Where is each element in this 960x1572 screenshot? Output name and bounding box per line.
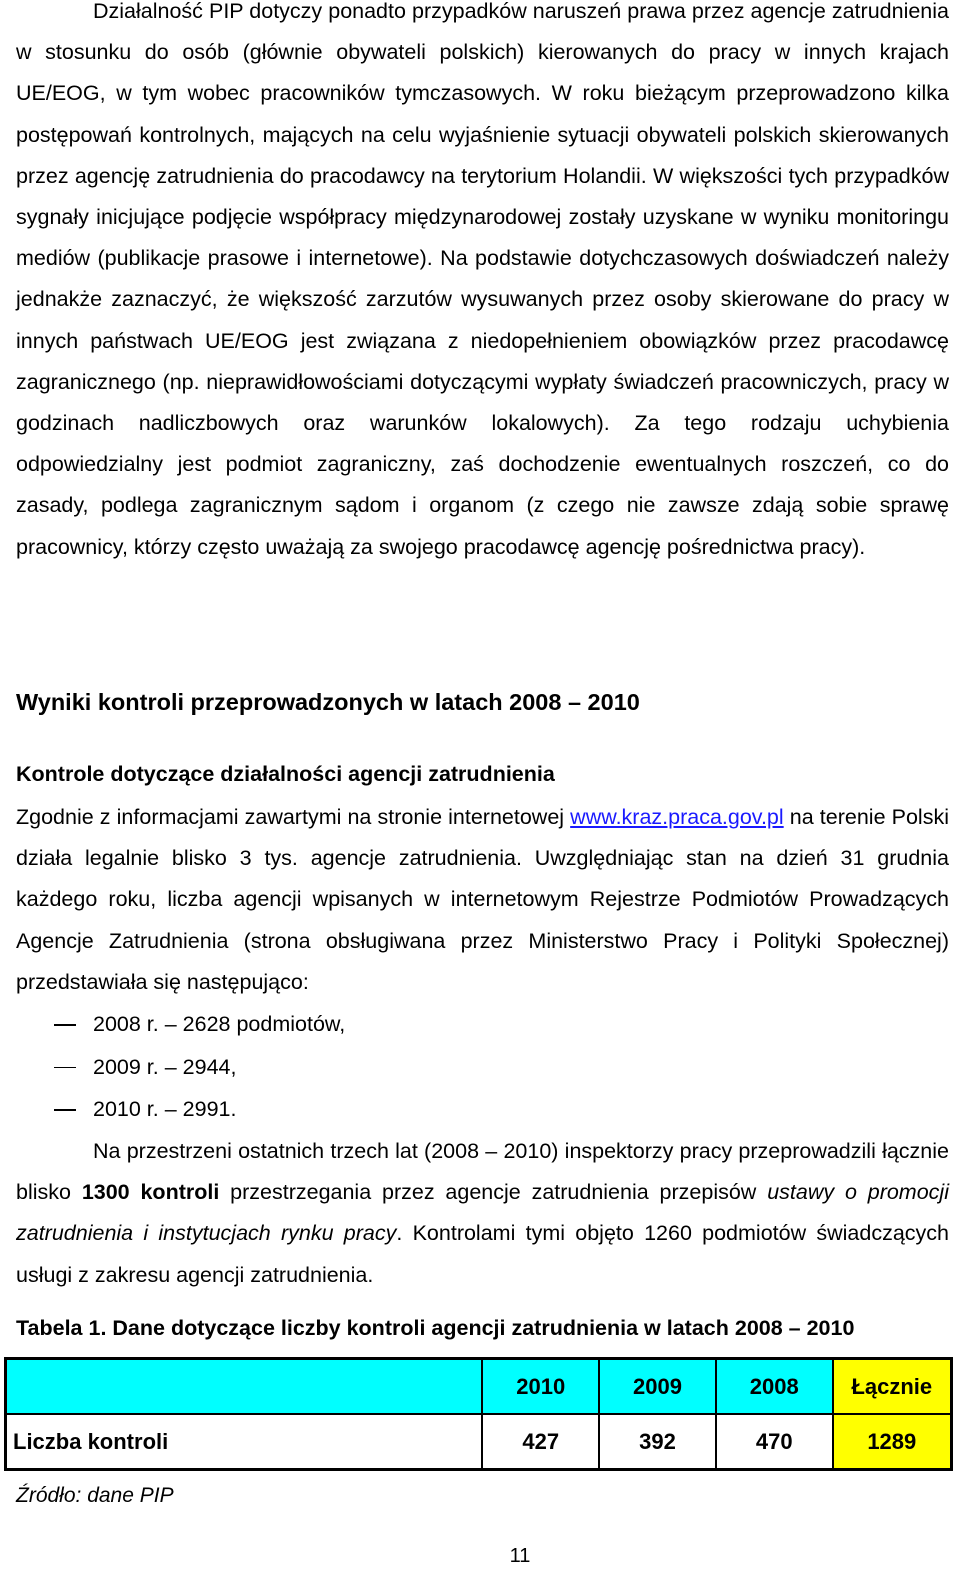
page-number: 11 <box>509 1545 531 1567</box>
table-header-row <box>6 1359 952 1415</box>
row-label: Liczba kontroli <box>6 1414 483 1470</box>
list-item: 2009 r. – 2944, <box>93 1054 237 1079</box>
cell-2008: 470 <box>716 1414 833 1470</box>
cell-total: 1289 <box>833 1414 952 1470</box>
paragraph-registry: Zgodnie z informacjami zawartymi na stronie internetowej www.kraz.praca.gov.pl na terenie Polski działa legalnie blisko 3 tys. agencje zatrudnienia. Uwzględniając stan na dzień 31 grudnia każdego roku, liczba agencji wpisanych w internetowym Rejestrze Podmiotów Prowadzących Agencje Zatrudnienia (strona obsługiwana przez Ministerstwo Pracy i Polityki Społecznej) przedstawiała się następująco: <box>16 805 949 994</box>
subsection-heading: Kontrole dotyczące działalności agencji zatrudnienia <box>16 762 555 786</box>
list-item: 2010 r. – 2991. <box>93 1097 237 1121</box>
header-empty-cell <box>6 1359 483 1415</box>
paragraph-agencies-abroad: Działalność PIP dotyczy ponadto przypadków naruszeń prawa przez agencje zatrudnienia w stosunku do osób (głównie obywateli polskich) kierowanych do pracy w innych krajach UE/EOG, w tym wobec pracowników tymczasowych. W roku bieżącym przeprowadzono kilka postępowań kontrolnych, mających na celu wyjaśnienie sytuacji obywateli polskich skierowanych przez agencję zatrudnienia do pracodawcy na terytorium Holandii. W większości tych przypadków sygnały inicjujące podjęcie współpracy międzynarodowej zostały uzyskane w wyniku monitoringu mediów (publikacje prasowe i internetowe). Na podstawie dotychczasowych doświadczeń należy jednakże zaznaczyć, że większość zarzutów wysuwanych przez osoby skierowane do pracy w innych państwach UE/EOG jest związana z niedopełnieniem obowiązków przez pracodawcę zagranicznego (np. nieprawidłowościami dotyczącymi wypłaty świadczeń pracowniczych, pracy w godzinach nadliczbowych oraz warunków lokalowych). Za tego rodzaju uchybienia odpowiedzialny jest podmiot zagraniczny, zaś dochodzenie ewentualnych roszczeń, co do zasady, podlega zagranicznym sądom i organom (z czego nie zawsze zdają sobie sprawę pracownicy, którzy często uważają za swojego pracodawcę agencję pośrednictwa pracy). <box>16 0 949 559</box>
header-total: Łącznie <box>833 1359 952 1415</box>
agency-count-list <box>16 1003 949 1131</box>
cell-2009: 392 <box>599 1414 716 1470</box>
cell-2010: 427 <box>482 1414 599 1470</box>
table-source: Źródło: dane PIP <box>16 1484 174 1507</box>
registry-link[interactable]: www.kraz.praca.gov.pl <box>570 805 784 829</box>
header-2009: 2009 <box>599 1359 716 1415</box>
list-item: 2008 r. – 2628 podmiotów, <box>93 1012 346 1036</box>
header-2010: 2010 <box>482 1359 599 1415</box>
table-row <box>6 1414 952 1470</box>
section-heading: Wyniki kontroli przeprowadzonych w latach 2008 – 2010 <box>16 689 640 715</box>
inspections-table <box>4 1357 953 1471</box>
table-caption: Tabela 1. Dane dotyczące liczby kontroli agencji zatrudnienia w latach 2008 – 2010 <box>16 1316 855 1340</box>
header-2008: 2008 <box>716 1359 833 1415</box>
paragraph-inspections: Na przestrzeni ostatnich trzech lat (2008 – 2010) inspektorzy pracy przeprowadzili łącznie blisko 1300 kontroli przestrzegania przez agencje zatrudnienia przepisów ustawy o promocji zatrudnienia i instytucjach rynku pracy. Kontrolami tymi objęto 1260 podmiotów świadczących usługi z zakresu agencji zatrudnienia. <box>16 1139 949 1287</box>
